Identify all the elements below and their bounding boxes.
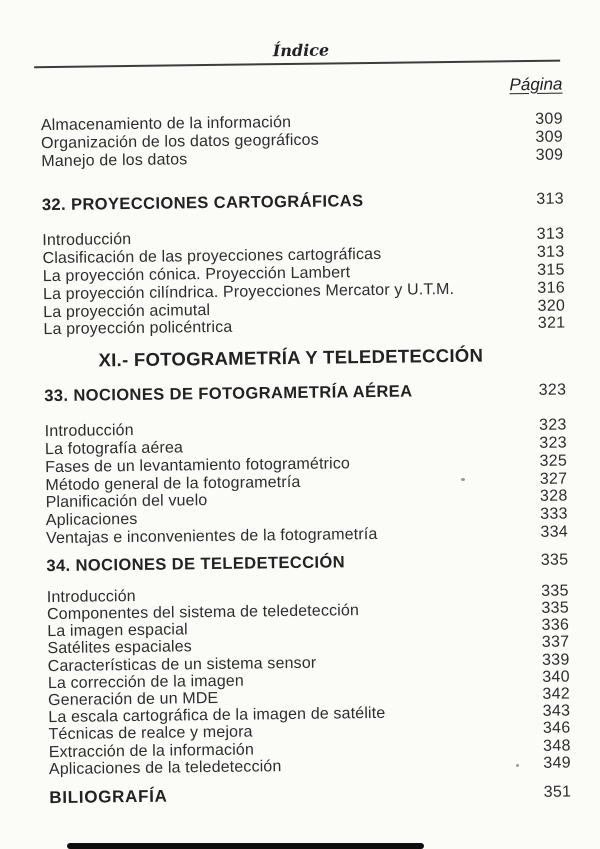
toc-entry-page: 309 <box>535 128 564 146</box>
toc-entry-label: Introducción <box>44 422 134 441</box>
toc-entry-page: 313 <box>536 225 565 244</box>
toc-chapter-label: BILIOGRAFÍA <box>49 786 168 808</box>
toc-entry-label: Aplicaciones de la teledetección <box>48 757 282 778</box>
page-column-header-row <box>40 75 562 102</box>
toc-entry-label: Satélites espaciales <box>47 638 192 658</box>
toc-entry-group <box>45 417 569 548</box>
toc-entry-label: La proyección acimutal <box>43 301 211 321</box>
toc-chapter-page: 351 <box>543 783 572 801</box>
toc-entry-page: 346 <box>542 719 571 738</box>
toc-entry-label: La escala cartográfica de la imagen de satélite <box>48 705 386 727</box>
scan-speck <box>461 478 465 481</box>
page-column-header: Página <box>509 74 563 95</box>
toc-entry-page: 336 <box>541 616 570 635</box>
toc-entry-page: 339 <box>541 651 570 669</box>
toc-chapter-label: 32. PROYECCIONES CARTOGRÁFICAS <box>41 192 364 215</box>
toc-entry-page: 309 <box>535 110 563 128</box>
page-content <box>40 38 572 809</box>
toc-entry-label: Clasificación de las proyecciones cartográficas <box>42 246 382 268</box>
toc-entry-page: 327 <box>539 470 568 488</box>
table-of-contents <box>41 111 572 809</box>
toc-entry-label: Técnicas de realce y mejora <box>48 723 253 744</box>
toc-chapter-page: 323 <box>538 381 567 400</box>
toc-chapter-heading <box>44 380 566 408</box>
toc-entry-group <box>47 582 571 778</box>
toc-entry-page: 343 <box>542 702 571 721</box>
toc-entry-label: Características de un sistema sensor <box>47 654 317 675</box>
toc-entry-label: La proyección cilíndrica. Proyecciones Mercator y U.T.M. <box>42 280 455 303</box>
toc-entry-label: Fases de un levantamiento fotogramétrico <box>45 455 351 476</box>
toc-entry-page: 313 <box>536 243 565 262</box>
toc-entry-page: 320 <box>537 297 566 315</box>
toc-entry-label: La proyección cónica. Proyección Lambert <box>42 264 351 286</box>
toc-chapter-heading <box>46 549 568 577</box>
toc-entry-page: 348 <box>543 737 571 755</box>
toc-entry-label: Ventajas e inconvenientes de la fotogrametría <box>45 525 378 548</box>
toc-chapter-page: 313 <box>536 190 564 209</box>
toc-entry-label: Componentes del sistema de teledetección <box>46 602 360 624</box>
toc-entry-label: Extracción de la información <box>48 741 255 761</box>
toc-chapter-heading <box>49 781 571 809</box>
toc-entry-label: Introducción <box>46 587 136 606</box>
toc-entry-page: 333 <box>540 505 568 524</box>
toc-entry-page: 335 <box>541 599 570 617</box>
toc-entry-label: La imagen espacial <box>47 621 188 641</box>
toc-entry-page: 309 <box>535 146 564 164</box>
toc-entry-page: 342 <box>542 685 571 703</box>
toc-chapter-label: 33. NOCIONES DE FOTOGRAMETRÍA AÉREA <box>44 382 413 406</box>
toc-entry-page: 340 <box>542 668 570 686</box>
toc-entry-group <box>41 111 564 171</box>
toc-entry-page: 323 <box>539 434 568 452</box>
toc-entry-page: 334 <box>540 523 569 541</box>
toc-entry-label: La corrección de la imagen <box>47 672 245 692</box>
toc-entry-label: Método general de la fotogrametría <box>45 473 301 494</box>
toc-entry-page: 328 <box>539 487 568 506</box>
scan-artifact-bar <box>67 843 424 849</box>
toc-entry-page: 316 <box>537 279 566 297</box>
toc-part-heading: XI.- FOTOGRAMETRÍA Y TELEDETECCIÓN <box>98 344 484 371</box>
toc-entry-label: Introducción <box>42 231 132 250</box>
toc-entry-label: Aplicaciones <box>45 511 138 530</box>
toc-entry-page: 321 <box>537 314 566 333</box>
toc-chapter-page: 335 <box>540 551 569 569</box>
toc-entry-page: 335 <box>541 582 569 600</box>
toc-entry-label: La proyección policéntrica <box>43 319 233 339</box>
toc-chapter-heading <box>42 189 564 217</box>
toc-entry-group <box>42 226 565 339</box>
toc-entry-label: Planificación del vuelo <box>45 492 208 512</box>
toc-entry-label: Almacenamiento de la información <box>40 113 292 135</box>
toc-chapter-label: 34. NOCIONES DE TELEDETECCIÓN <box>46 553 346 575</box>
toc-entry-page: 325 <box>539 452 568 470</box>
page-title: Índice <box>272 40 330 61</box>
toc-entry-page: 337 <box>541 633 570 652</box>
toc-entry-page: 349 <box>543 754 572 772</box>
toc-entry-label: La fotografía aérea <box>44 439 184 459</box>
toc-entry-label: Organización de los datos geográficos <box>41 131 319 152</box>
toc-entry-label: Generación de un MDE <box>48 689 219 710</box>
toc-entry-page: 323 <box>538 416 567 435</box>
toc-entry-label: Manejo de los datos <box>41 150 188 170</box>
toc-entry-page: 315 <box>537 261 565 279</box>
scan-speck <box>516 764 519 767</box>
